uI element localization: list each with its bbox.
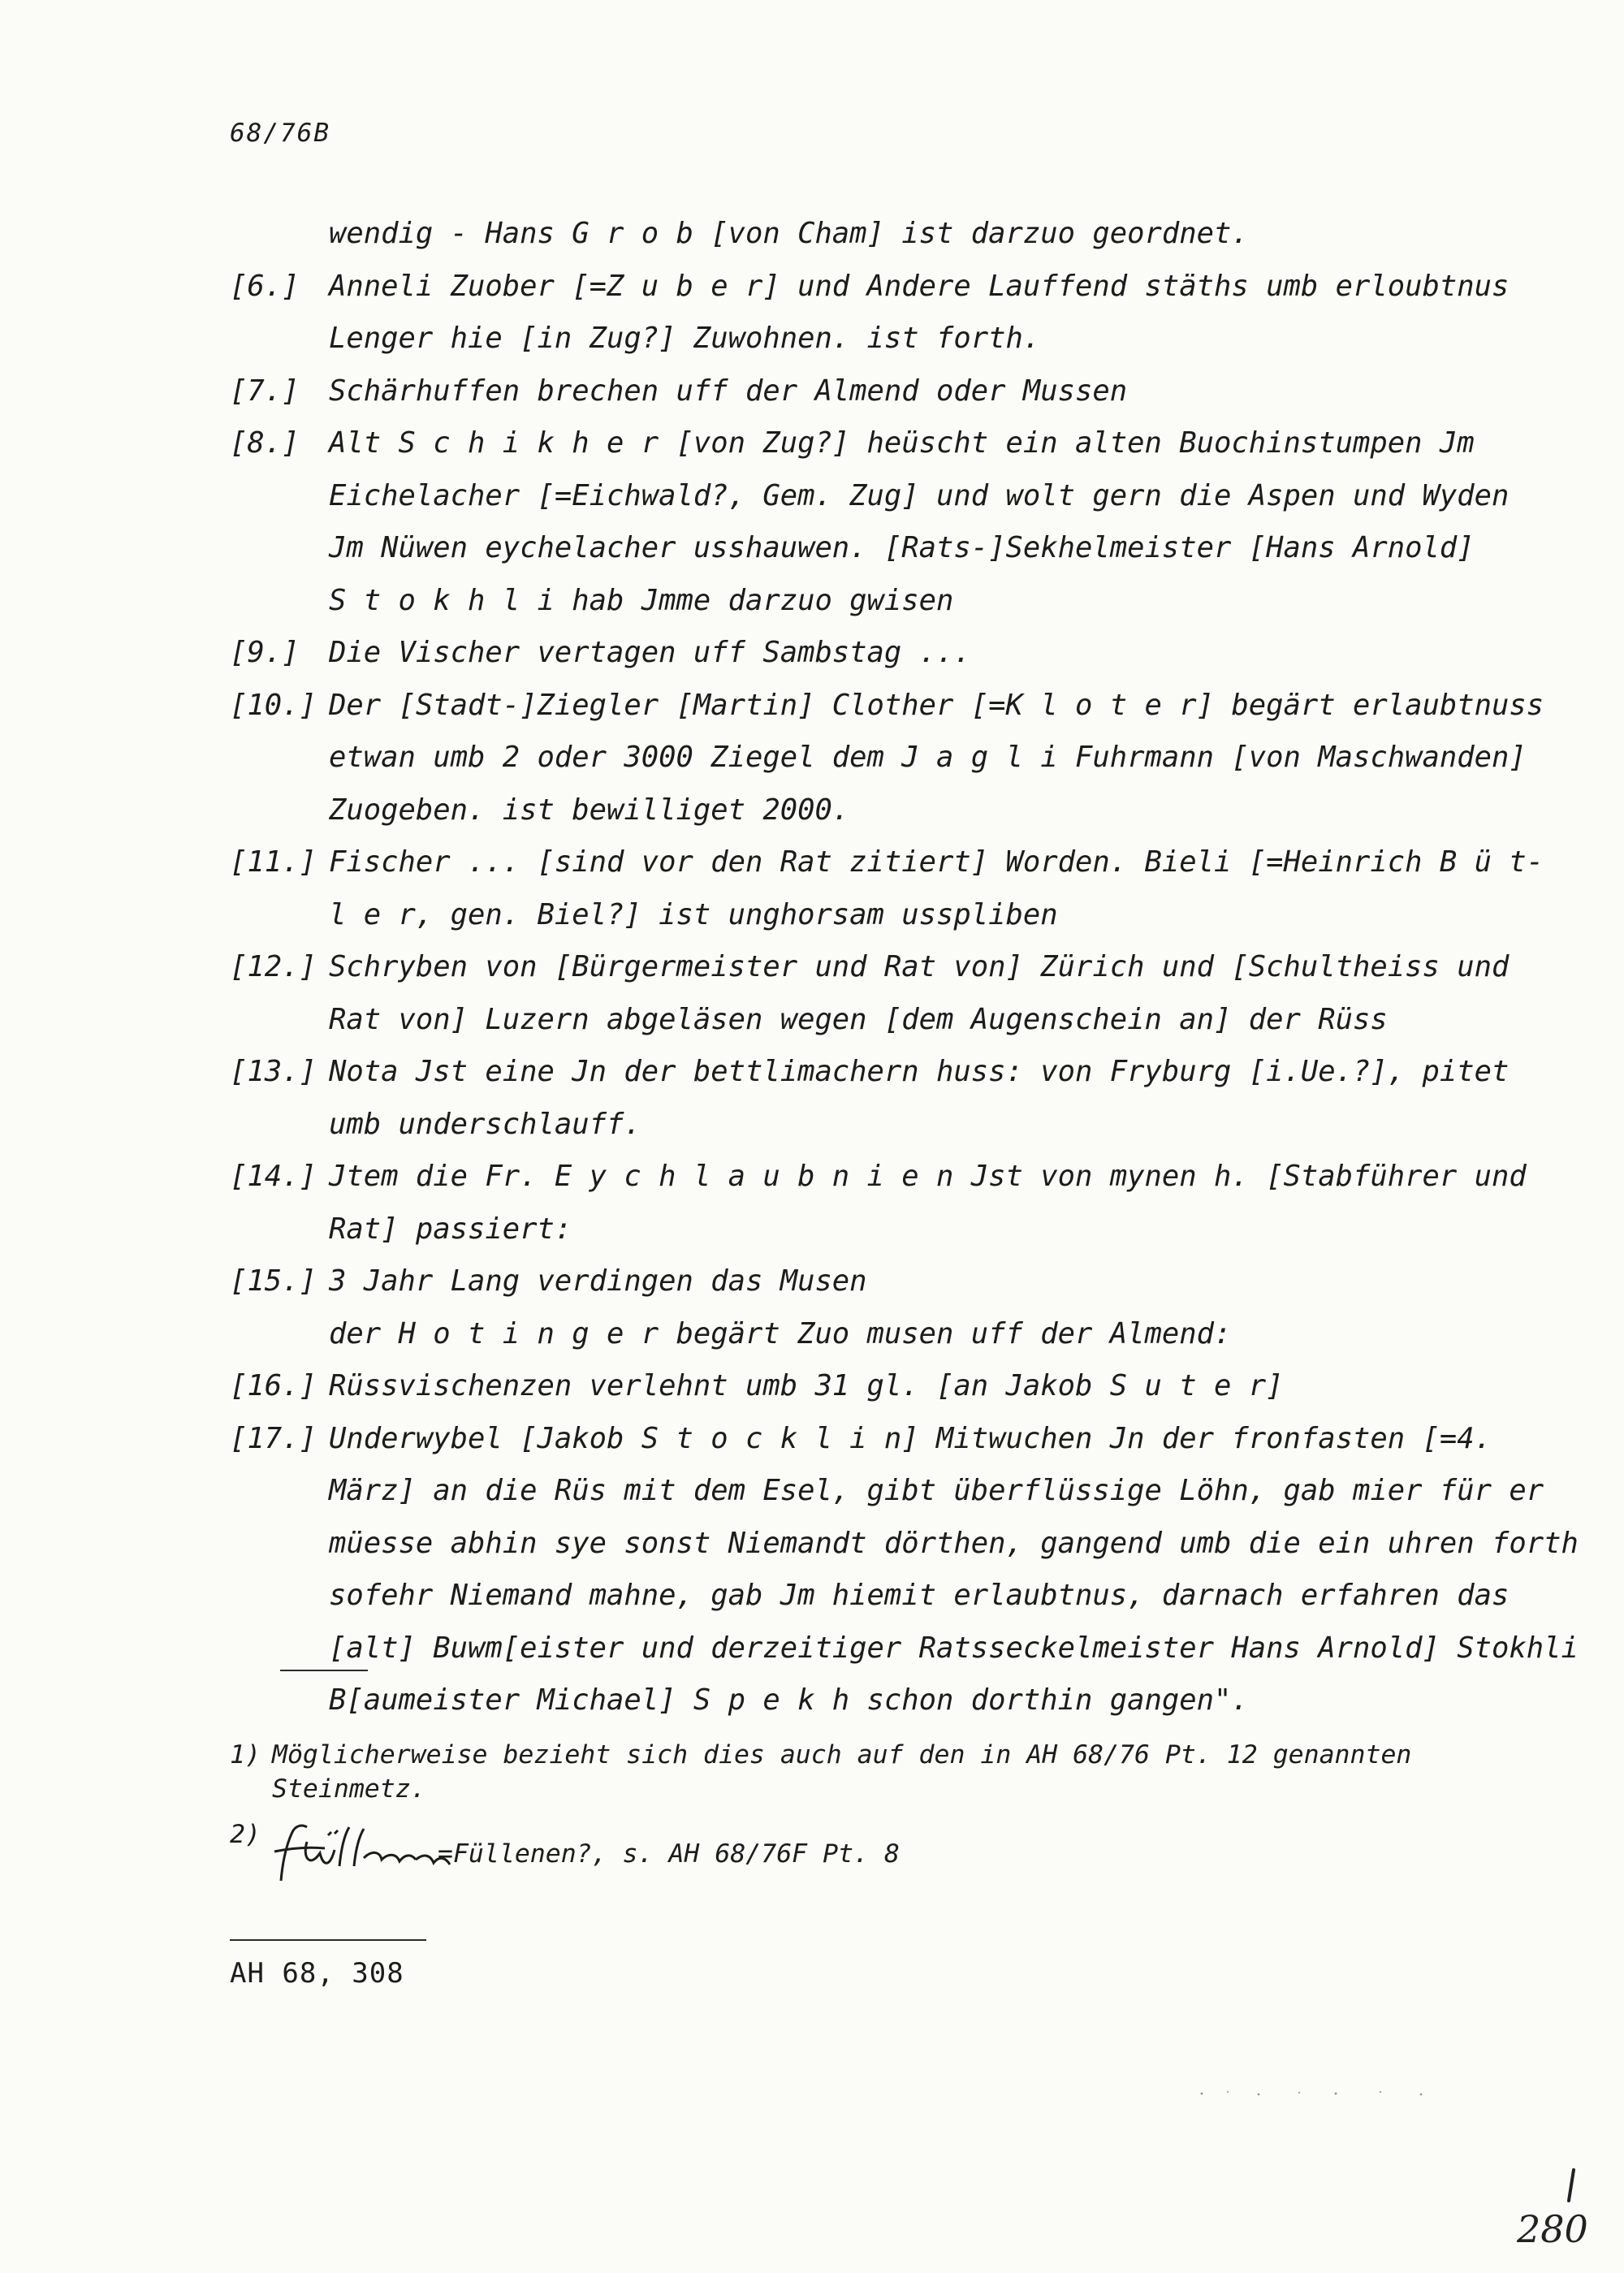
entry-number: [12.] [230,950,317,983]
page-number: 280 [1517,2207,1588,2251]
entry-9 [230,627,1545,680]
entry-7 [230,365,1545,418]
entry-14 [230,1151,1545,1255]
entry-number: [8.] [230,426,300,460]
entry-15 [230,1255,1545,1360]
stray-rule [280,1670,368,1671]
entry-line: Lenger hie [in Zug?] Zuwohnen. ist forth. [329,322,1041,355]
entry-number: [17.] [230,1421,317,1455]
entry-number: [6.] [230,269,300,303]
entry-line: wendig - Hans G r o b [von Cham] ist darzuo geordnet. [329,217,1249,250]
entry-line: Rat] passiert: [329,1212,572,1246]
entry-line: der H o t i n g e r begärt Zuo musen uff der Almend: [329,1316,1232,1350]
entry-11 [230,836,1545,941]
entry-line: Underwybel [Jakob S t o c k l i n] Mitwuchen Jn der fronfasten [=4. [329,1421,1492,1455]
entry-line: Rat von] Luzern abgeläsen wegen [dem Augenschein an] der Rüss [329,1002,1388,1036]
entry-line: Schryben von [Bürgermeister und Rat von] Zürich und [Schultheiss und [329,950,1510,983]
entry-number: [16.] [230,1369,317,1402]
entry-line: Schärhuffen brechen uff der Almend oder Mussen [329,374,1128,408]
entry-line: Fischer ... [sind vor den Rat zitiert] Worden. Bieli [=Heinrich B ü t- [329,845,1544,879]
entry-6 [230,261,1545,365]
footnote-text: Möglicherweise bezieht sich dies auch auf den in AH 68/76 Pt. 12 genannten Steinmetz. [272,1740,1412,1804]
entry-line: Anneli Zuober [=Z u b e r] und Andere Lauffend stäths umb erloubtnus [329,269,1510,303]
entry-line: [alt] Buwm[eister und derzeitiger Ratsseckelmeister Hans Arnold] Stokhli [329,1631,1579,1665]
entry-line: S t o k h l i hab Jmme darzuo gwisen [329,583,954,617]
entry-number: [11.] [230,845,317,879]
entry-number: [15.] [230,1264,317,1298]
entry-line: Die Vischer vertagen uff Sambstag ... [329,636,971,669]
entry-number: [7.] [230,374,300,408]
footnote-number: 2) [230,1820,261,1849]
footer-rule [230,1939,426,1941]
entry-17 [230,1413,1579,1727]
entry-12 [230,941,1545,1046]
entry-line: umb underschlauff. [329,1107,641,1141]
footnotes [230,1738,1561,1891]
entry-line: Rüssvischenzen verlehnt umb 31 gl. [an Jakob S u t e r] [329,1369,1284,1402]
document-id: 68/76B [230,119,330,148]
entry-line: März] an die Rüs mit dem Esel, gibt überflüssige Löhn, gab mier für er [329,1474,1544,1507]
entry-line: Alt S c h i k h e r [von Zug?] heüscht ein alten Buochinstumpen Jm [329,426,1475,460]
paper-specks [1194,2087,1437,2100]
footnote-number: 1) [230,1740,261,1770]
entry-13 [230,1046,1545,1151]
footnote-2 [230,1817,1561,1891]
entry-line: B[aumeister Michael] S p e k h schon dorthin gangen". [329,1683,1249,1717]
entry-line: etwan umb 2 oder 3000 Ziegel dem J a g l i Fuhrmann [von Maschwanden] [329,741,1527,774]
entry-5-continuation [230,208,1545,261]
entry-number: [10.] [230,688,317,722]
entry-number: [14.] [230,1160,317,1193]
entry-10 [230,680,1545,837]
entry-line: Eichelacher [=Eichwald?, Gem. Zug] und wolt gern die Aspen und Wyden [329,478,1510,512]
entry-line: Jtem die Fr. E y c h l a u b n i e n Jst von mynen h. [Stabführer und [329,1160,1527,1193]
protocol-entries [230,208,1579,1727]
entry-line: Der [Stadt-]Ziegler [Martin] Clother [=K l o t e r] begärt erlaubtnuss [329,688,1544,722]
entry-16 [230,1360,1545,1413]
entry-line: Zuogeben. ist bewilliget 2000. [329,793,850,827]
footnote-1 [230,1738,1561,1806]
entry-number: [9.] [230,636,300,669]
footnote-text: =Füllenen?, s. AH 68/76F Pt. 8 [438,1839,900,1869]
entry-line: l e r, gen. Biel?] ist unghorsam usspliben [329,897,1058,931]
entry-line: sofehr Niemand mahne, gab Jm hiemit erlaubtnus, darnach erfahren das [329,1579,1510,1612]
entry-line: 3 Jahr Lang verdingen das Musen [329,1264,867,1298]
archive-reference: AH 68, 308 [230,1957,404,1990]
entry-line: Nota Jst eine Jn der bettlimachern huss: von Fryburg [i.Ue.?], pitet [329,1055,1510,1088]
entry-line: Jm Nüwen eychelacher usshauwen. [Rats-]Sekhelmeister [Hans Arnold] [329,531,1475,564]
entry-8 [230,417,1545,627]
entry-number: [13.] [230,1055,317,1088]
entry-line: müesse abhin sye sonst Niemandt dörthen, gangend umb die ein uhren forth [329,1526,1579,1560]
